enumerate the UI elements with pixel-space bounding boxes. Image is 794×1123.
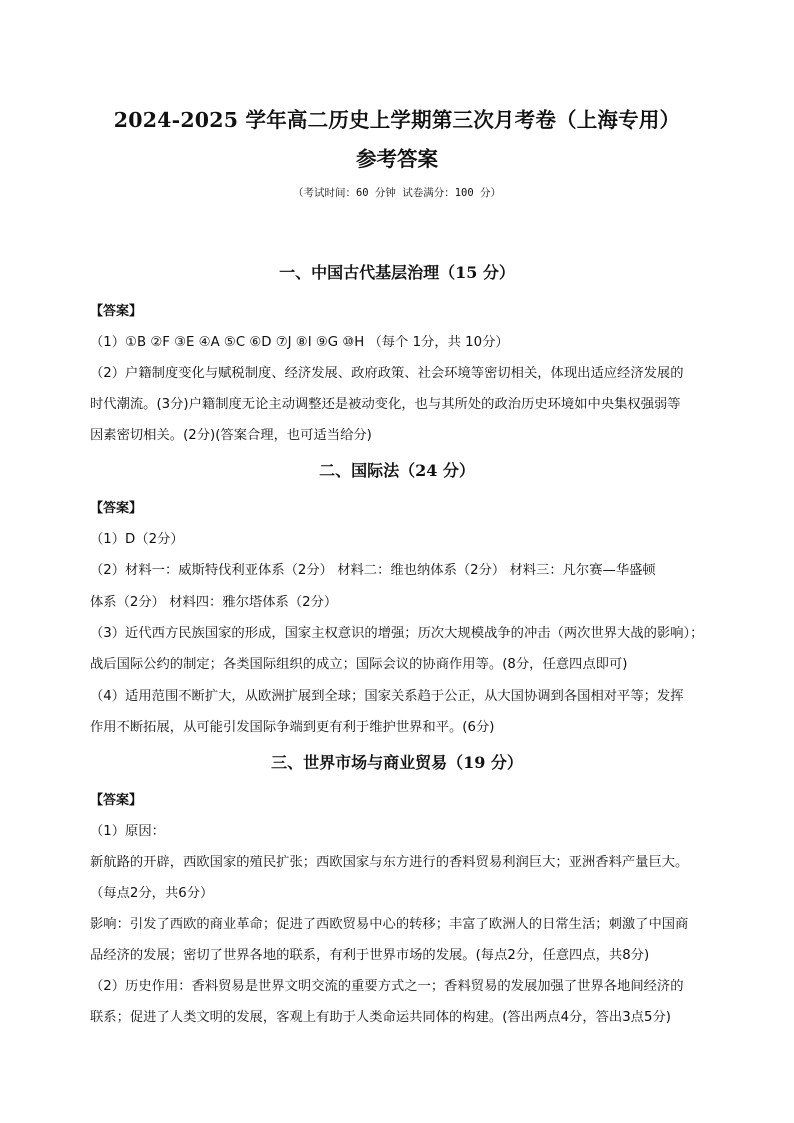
section-3-line: 联系；促进了人类文明的发展，客观上有助于人类命运共同体的构建。(答出两点4分，答出3点5分) <box>90 1010 671 1025</box>
section-3-line: 品经济的发展；密切了世界各地的联系，有利于世界市场的发展。(每点2分，任意四点，共8分) <box>90 948 650 963</box>
section-1-line: （2）户籍制度变化与赋税制度、经济发展、政府政策、社会环境等密切相关，体现出适应经济发展的 <box>90 366 684 381</box>
section-3-line: （2）历史作用：香料贸易是世界文明交流的重要方式之一；香料贸易的发展加强了世界各地间经济的 <box>90 979 684 994</box>
section-2-line: 战后国际公约的制定；各类国际组织的成立；国际会议的协商作用等。(8分，任意四点即可) <box>90 657 628 672</box>
exam-meta: （考试时间：60 分钟 试卷满分：100 分） <box>292 187 502 199</box>
section-2-answer-label: 【答案】 <box>90 501 143 516</box>
document-title: 2024-2025 学年高二历史上学期第三次月考卷（上海专用） <box>113 108 681 132</box>
section-2-line: （1）D（2分） <box>90 532 184 547</box>
section-3-line: （每点2分，共6分） <box>90 886 214 901</box>
section-1-heading: 一、中国古代基层治理（15 分） <box>279 263 515 282</box>
section-2-line: 作用不断拓展，从可能引发国际争端到更有利于维护世界和平。(6分) <box>90 720 495 735</box>
section-2-line: （2）材料一：威斯特伐利亚体系（2分） 材料二：维也纳体系（2分） 材料三：凡尔赛—华盛顿 <box>90 563 656 578</box>
section-2-line: （4）适用范围不断扩大，从欧洲扩展到全球；国家关系趋于公正，从大国协调到各国相对平等；发挥 <box>90 689 684 704</box>
section-1-line: 因素密切相关。(2分)(答案合理，也可适当给分) <box>90 428 372 443</box>
section-2-heading: 二、国际法（24 分） <box>319 461 475 480</box>
section-3-heading: 三、世界市场与商业贸易（19 分） <box>271 753 523 772</box>
section-3-answer-label: 【答案】 <box>90 793 143 808</box>
section-1-answer-label: 【答案】 <box>90 304 143 319</box>
section-3-line: 新航路的开辟，西欧国家的殖民扩张；西欧国家与东方进行的香料贸易利润巨大；亚洲香料产量巨大。 <box>90 855 689 870</box>
document-subtitle: 参考答案 <box>356 147 438 171</box>
section-3-line: （1）原因： <box>90 824 165 839</box>
section-1-line: 时代潮流。(3分)户籍制度无论主动调整还是被动变化，也与其所处的政治历史环境如中央集权强弱等 <box>90 397 681 412</box>
section-1-line: （1）①B ②F ③E ④A ⑤C ⑥D ⑦J ⑧I ⑨G ⑩H （每个 1分，共 10分） <box>90 335 509 350</box>
section-3-line: 影响：引发了西欧的商业革命；促进了西欧贸易中心的转移；丰富了欧洲人的日常生活；刺激了中国商 <box>90 917 689 932</box>
section-2-line: 体系（2分） 材料四：雅尔塔体系（2分） <box>90 595 338 610</box>
section-2-line: （3）近代西方民族国家的形成，国家主权意识的增强；历次大规模战争的冲击（两次世界大战的影响）； <box>90 626 704 641</box>
